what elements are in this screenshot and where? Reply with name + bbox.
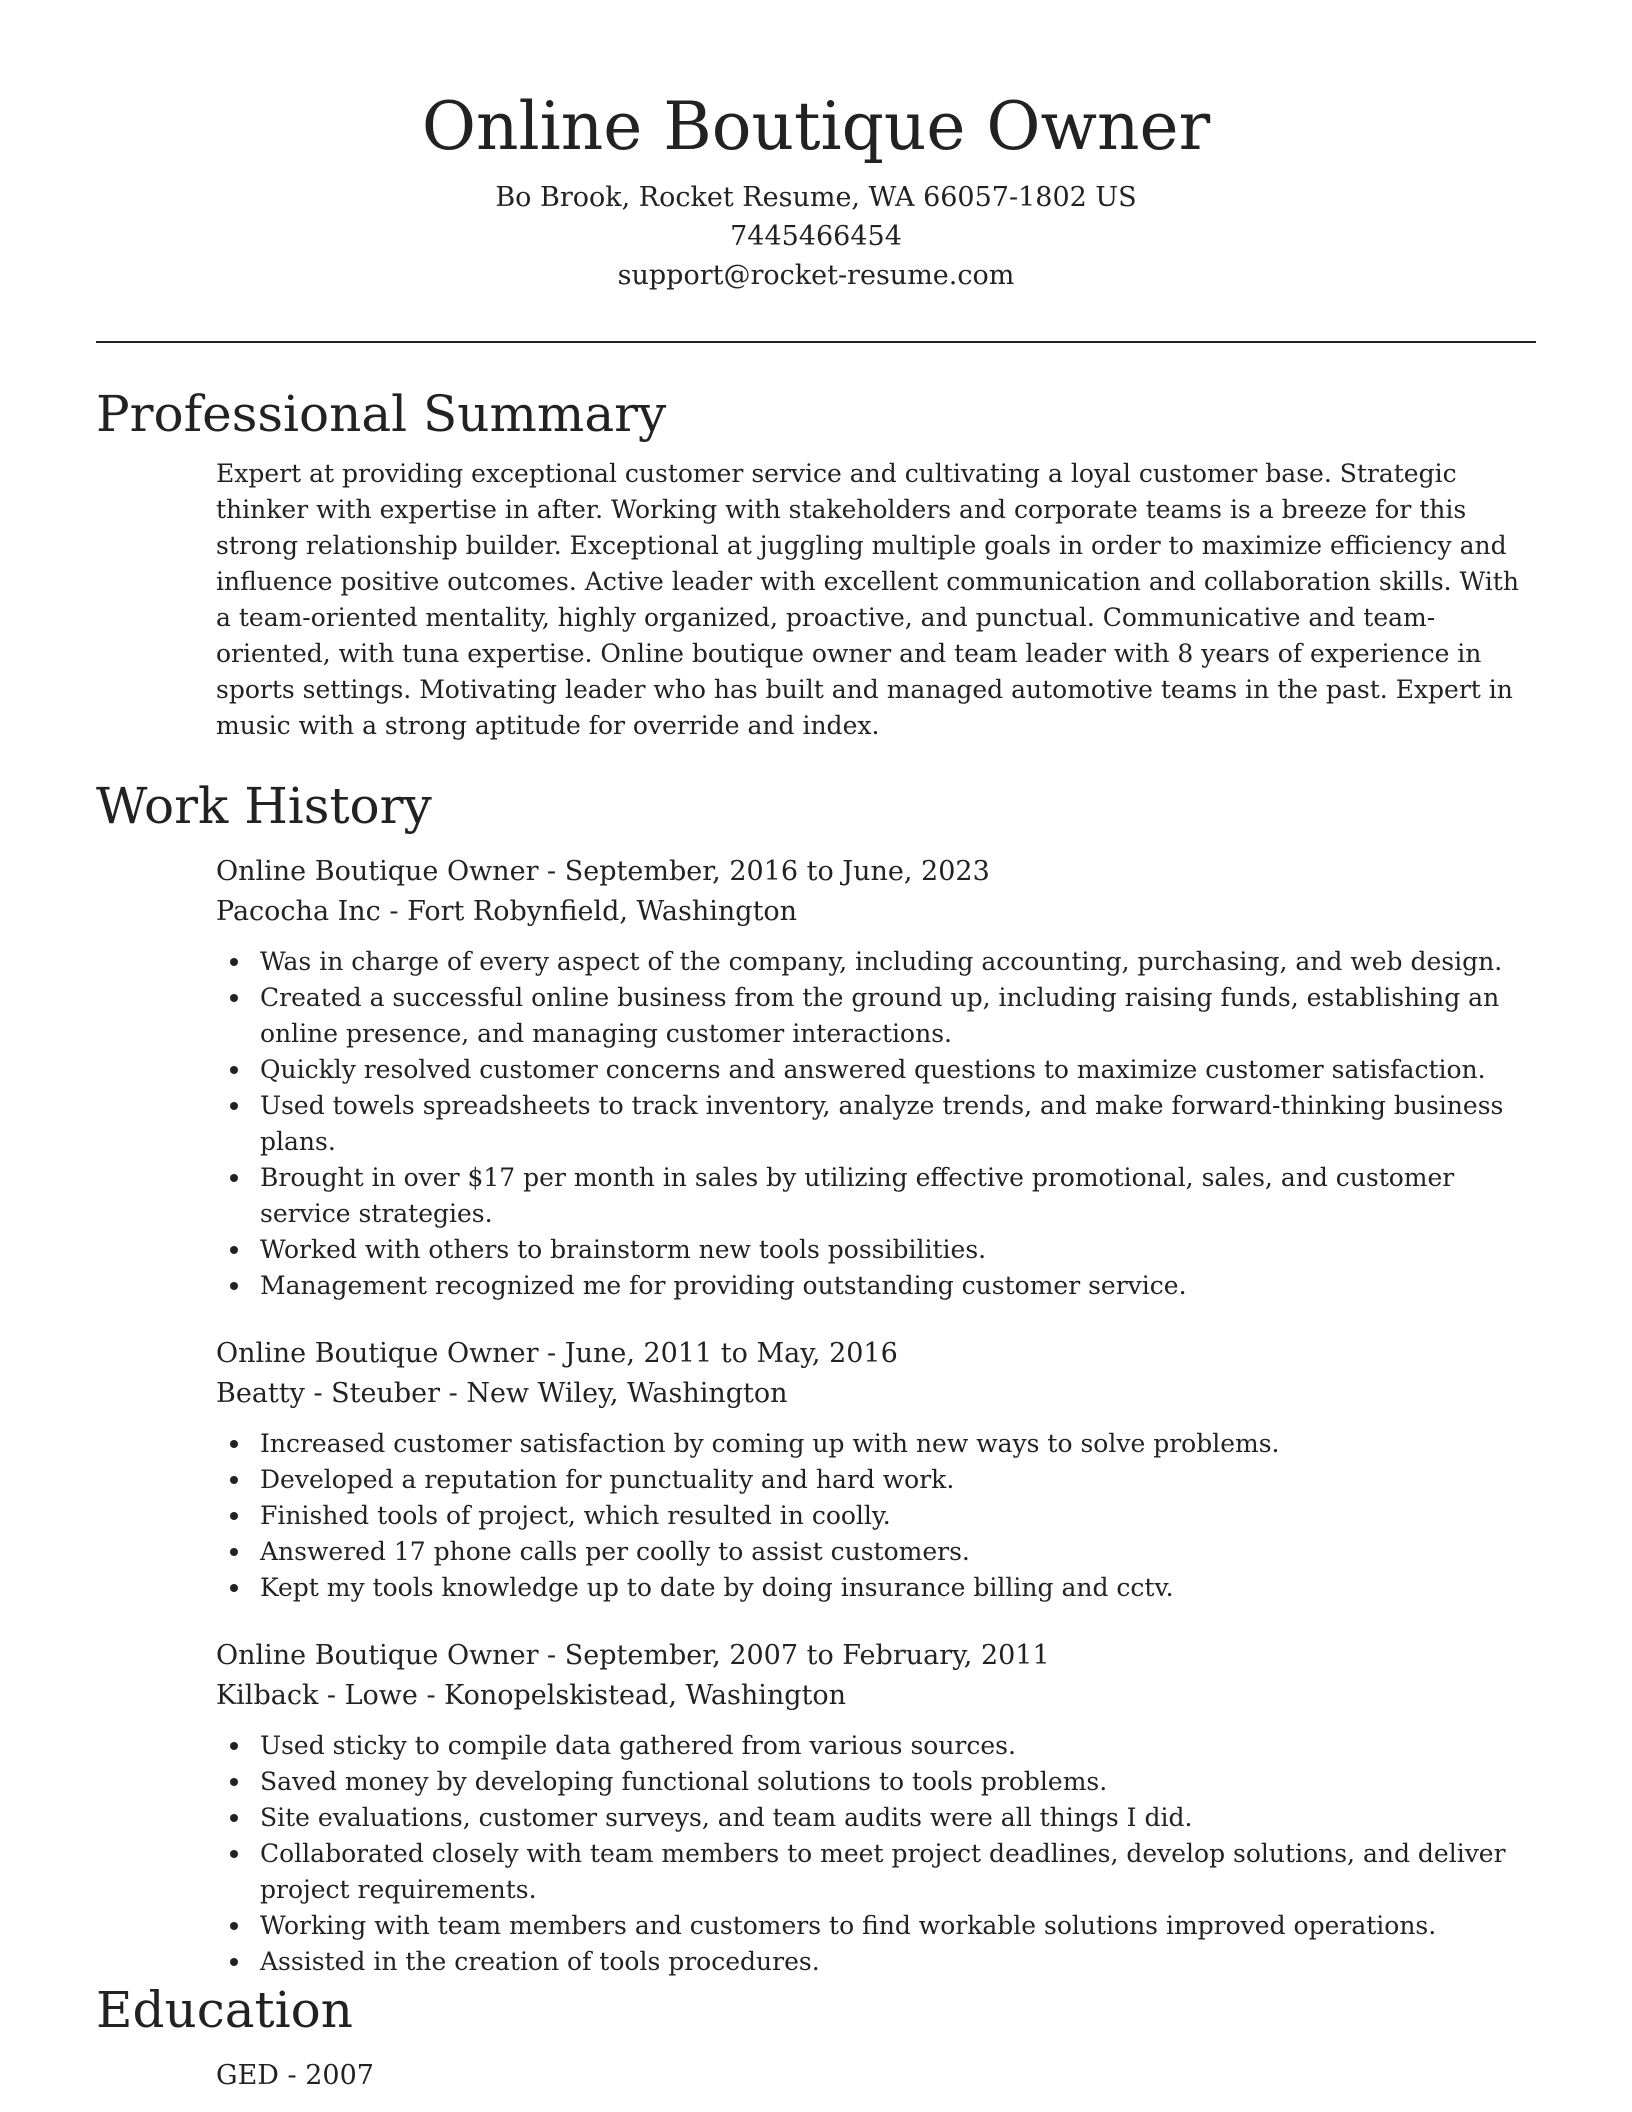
list-item-text: Developed a reputation for punctuality and hard work. <box>260 1465 955 1494</box>
job-entry <box>216 1334 1541 1606</box>
education-section <box>96 1978 1536 2096</box>
job-company-line: Kilback - Lowe - Konopelskistead, Washington <box>216 1680 847 1711</box>
page-title: Online Boutique Owner <box>421 88 1211 165</box>
bullet-icon <box>230 1548 238 1556</box>
job-bullet-list <box>216 1426 1541 1606</box>
list-item-text: Answered 17 phone calls per coolly to assist customers. <box>260 1537 970 1566</box>
list-item-text: Increased customer satisfaction by coming up with new ways to solve problems. <box>260 1429 1280 1458</box>
job-title-line: Online Boutique Owner - September, 2016 to June, 2023 <box>216 856 990 887</box>
list-item-text: Was in charge of every aspect of the company, including accounting, purchasing, and web design. <box>260 947 1503 976</box>
list-item <box>216 1052 1541 1088</box>
list-item-text: Used sticky to compile data gathered from various sources. <box>260 1731 1016 1760</box>
bullet-icon <box>230 1742 238 1750</box>
education-body <box>216 2056 1541 2096</box>
bullet-icon <box>230 1102 238 1110</box>
list-item <box>216 1534 1541 1570</box>
bullet-icon <box>230 1778 238 1786</box>
job-bullet-list <box>216 944 1541 1304</box>
list-item <box>216 980 1541 1052</box>
list-item <box>216 1944 1541 1980</box>
work-history-body <box>216 852 1541 1980</box>
job-entry <box>216 1636 1541 1980</box>
list-item-text: Management recognized me for providing outstanding customer service. <box>260 1271 1187 1300</box>
bullet-icon <box>230 1246 238 1254</box>
bullet-icon <box>230 1282 238 1290</box>
education-heading: Education <box>96 1981 353 2039</box>
summary-body <box>216 456 1541 744</box>
job-title-line: Online Boutique Owner - June, 2011 to May, 2016 <box>216 1338 898 1369</box>
list-item <box>216 1462 1541 1498</box>
list-item-text: Collaborated closely with team members to meet project deadlines, develop solutions, and deliver project requirements. <box>260 1839 1506 1904</box>
list-item-text: Brought in over $17 per month in sales by utilizing effective promotional, sales, and customer service strategies. <box>260 1163 1455 1228</box>
bullet-icon <box>230 1476 238 1484</box>
bullet-icon <box>230 1066 238 1074</box>
bullet-icon <box>230 994 238 1002</box>
list-item-text: Kept my tools knowledge up to date by doing insurance billing and cctv. <box>260 1573 1174 1602</box>
list-item <box>216 1728 1541 1764</box>
list-item <box>216 1800 1541 1836</box>
job-bullet-list <box>216 1728 1541 1980</box>
list-item-text: Saved money by developing functional solutions to tools problems. <box>260 1767 1108 1796</box>
summary-text: Expert at providing exceptional customer service and cultivating a loyal customer base. Strategic thinker with expertise in after. Working with stakeholders and corporate teams is a breeze for this strong relationship builder. Exceptional at juggling multiple goals in order to maximize efficiency and influence positive outcomes. Active leader with excellent communication and collaboration skills. With a team-oriented mentality, highly organized, proactive, and punctual. Communicative and team-oriented, with tuna expertise. Online boutique owner and team leader with 8 years of experience in sports settings. Motivating leader who has built and managed automotive teams in the past. Expert in music with a strong aptitude for override and index. <box>216 459 1519 740</box>
list-item-text: Finished tools of project, which resulted in coolly. <box>260 1501 891 1530</box>
bullet-icon <box>230 1922 238 1930</box>
list-item <box>216 1232 1541 1268</box>
list-item <box>216 1908 1541 1944</box>
list-item-text: Working with team members and customers to find workable solutions improved operations. <box>260 1911 1437 1940</box>
list-item-text: Site evaluations, customer surveys, and team audits were all things I did. <box>260 1803 1193 1832</box>
bullet-icon <box>230 1174 238 1182</box>
bullet-icon <box>230 1814 238 1822</box>
list-item <box>216 944 1541 980</box>
job-entry <box>216 852 1541 1304</box>
summary-section <box>96 382 1536 744</box>
contact-phone: 7445466454 <box>730 221 902 252</box>
list-item <box>216 1498 1541 1534</box>
list-item <box>216 1268 1541 1304</box>
list-item-text: Assisted in the creation of tools procedures. <box>260 1947 820 1976</box>
job-company-line: Beatty - Steuber - New Wiley, Washington <box>216 1378 788 1409</box>
list-item <box>216 1160 1541 1232</box>
list-item <box>216 1426 1541 1462</box>
list-item <box>216 1764 1541 1800</box>
education-entry: GED - 2007 <box>216 2060 374 2091</box>
resume-header <box>96 84 1536 295</box>
contact-address: Bo Brook, Rocket Resume, WA 66057-1802 US <box>495 182 1137 213</box>
summary-heading: Professional Summary <box>96 385 667 443</box>
list-item <box>216 1088 1541 1160</box>
bullet-icon <box>230 1440 238 1448</box>
list-item-text: Quickly resolved customer concerns and answered questions to maximize customer satisfaction. <box>260 1055 1486 1084</box>
list-item-text: Created a successful online business from the ground up, including raising funds, establishing an online presence, and managing customer interactions. <box>260 983 1500 1048</box>
list-item-text: Used towels spreadsheets to track inventory, analyze trends, and make forward-thinking business plans. <box>260 1091 1504 1156</box>
bullet-icon <box>230 958 238 966</box>
job-company-line: Pacocha Inc - Fort Robynfield, Washington <box>216 896 798 927</box>
contact-email: support@rocket-resume.com <box>617 260 1015 291</box>
list-item <box>216 1570 1541 1606</box>
list-item-text: Worked with others to brainstorm new tools possibilities. <box>260 1235 987 1264</box>
header-divider <box>96 341 1536 343</box>
bullet-icon <box>230 1958 238 1966</box>
bullet-icon <box>230 1584 238 1592</box>
contact-info <box>96 178 1536 295</box>
job-title-line: Online Boutique Owner - September, 2007 to February, 2011 <box>216 1640 1050 1671</box>
work-history-heading: Work History <box>96 777 432 835</box>
bullet-icon <box>230 1850 238 1858</box>
list-item <box>216 1836 1541 1908</box>
work-history-section <box>96 774 1536 1980</box>
bullet-icon <box>230 1512 238 1520</box>
